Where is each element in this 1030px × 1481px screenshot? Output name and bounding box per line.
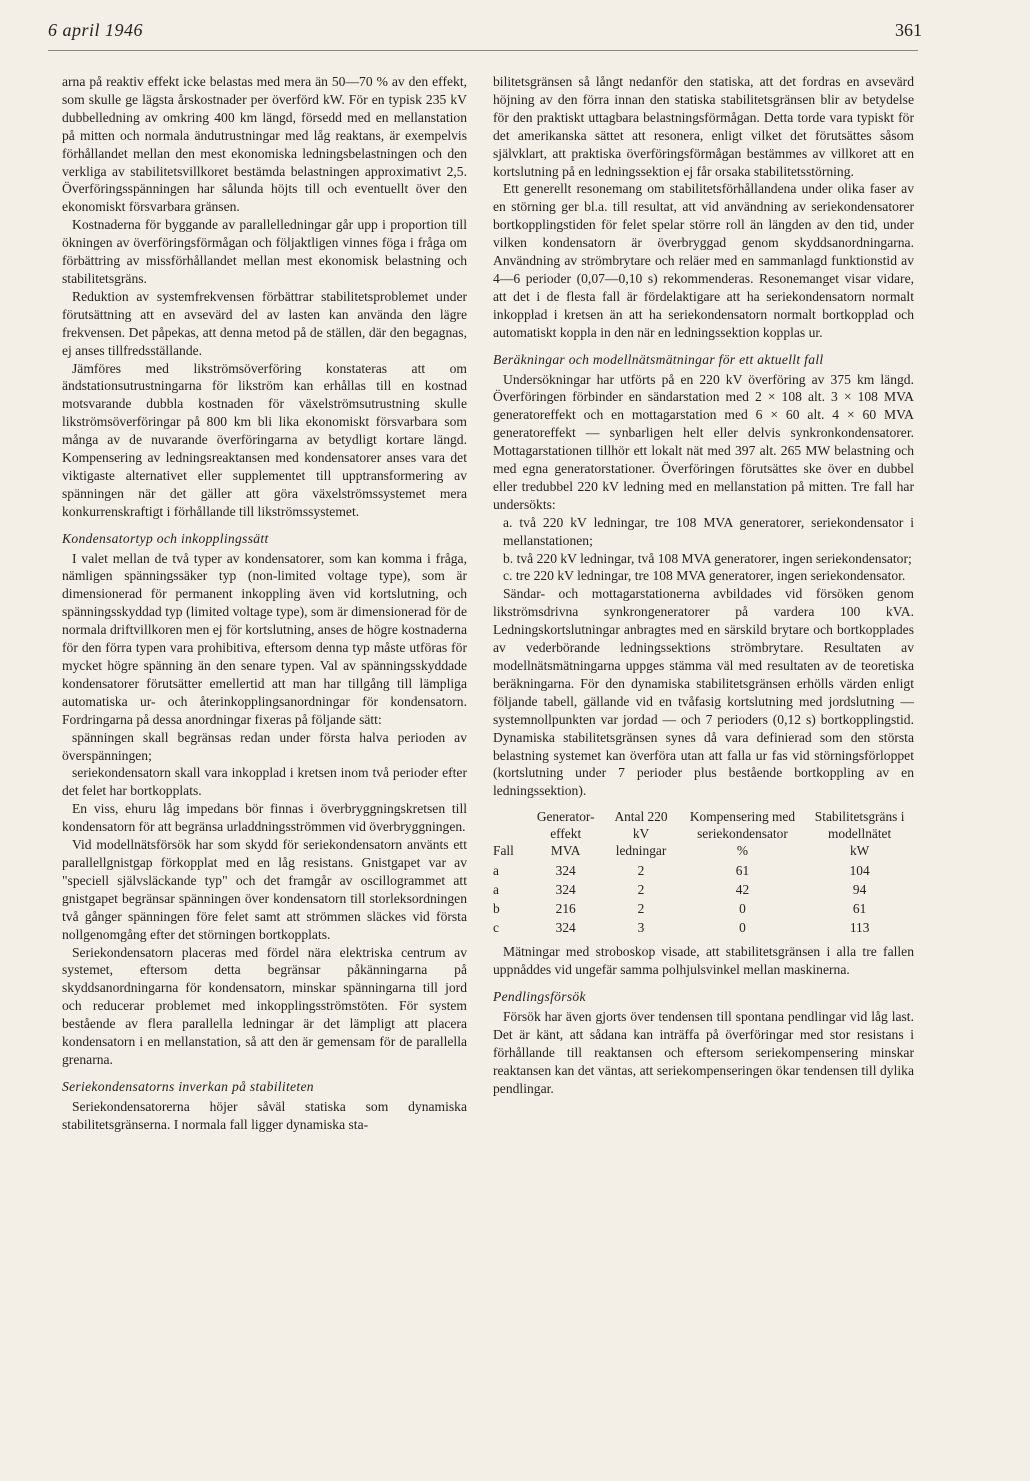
paragraph: spänningen skall begränsas redan under första halva perioden av överspänningen; [62, 729, 467, 763]
header-label: Antal 220 kV ledningar [614, 809, 668, 859]
column-header-compensation [680, 808, 806, 861]
cell-generator: 324 [555, 863, 576, 879]
cell-stability: 61 [852, 901, 867, 917]
section-heading: Pendlingsförsök [493, 989, 586, 1005]
paragraph: I valet mellan de två typer av kondensatorer, som kan komma i fråga, nämligen spänningssäker typ (non-limited voltage type), som är dimensionerad för permanent inkoppling även vid kortslutning, och spänningsskyddad typ (limited voltage type), som är dimensionerad för de normala driftvillkoren men ej för kortslutning, anses de högre kostnaderna för den förra typen vara prohibitiva, eftersom denna typ måste utföras för mycket högre spänning än den senare typen. Val av spänningsskyddade kondensatorer förutsätter emellertid att man har tillgång till lämpliga automatiska ur- och återinkopplingsanordningar för kondensatorn. Fordringarna på dessa anordningar fixeras på följande sätt: [62, 550, 467, 727]
column-header-lines [602, 808, 679, 861]
issue-date: 6 april 1946 [48, 20, 144, 40]
paragraph: arna på reaktiv effekt icke belastas med mera än 50—70 % av den effekt, som skulle ge lägsta årskostnader per överförd kW. För en typisk 235 kV dubbelledning av omkring 400 km längd, försedd med en mellanstation på mitten och normala ändutrustningar med låg reaktans, är exempelvis förhållandet mellan den mest ekonomiska ledningsbelastningen och den verkliga av stabilitetsvillkoret bestämda belastningen approximativt 2,5. Överföringsspänningen har sålunda höjts till och eventuellt över den ekonomiskt försvarbara gränsen. [62, 74, 467, 215]
header-unit: kW [849, 843, 870, 859]
header-label: Kompensering med seriekondensator [689, 809, 796, 842]
column-header-fall: Fall [493, 843, 514, 859]
table-row [493, 899, 914, 918]
cell-stability: 94 [852, 882, 867, 898]
section-heading: Beräkningar och modellnätsmätningar för ett aktuellt fall [493, 351, 824, 367]
table-row [493, 861, 914, 880]
paragraph: Jämföres med likströmsöverföring konstateras att om ändstationsutrustningarna för likström kan erhållas till en kostnad motsvarande dubbla kostnaden för växelströmsutrustning skulle likströmsöverföringar på 800 km bli lika ekonomiskt försvarbara som många av de nuvarande överföringarna av betydligt kortare längd. Kompensering av ledningsreaktansen med kondensatorer anses vara det viktigaste alternativet eller supplementet till upptransformering av spänningen när det gäller att göra växelströmssystemet mera konkurrenskraftigt i förhållande till likströmssystemet. [62, 360, 467, 519]
list-item: c. tre 220 kV ledningar, tre 108 MVA generatorer, ingen seriekondensator. [503, 568, 906, 584]
header-label: Stabilitetsgräns i modellnätet [814, 809, 905, 842]
cell-generator: 216 [555, 901, 576, 917]
cell-fall: c [493, 920, 499, 936]
list-item: a. två 220 kV ledningar, tre 108 MVA generatorer, seriekondensator i mellanstationen; [503, 514, 914, 548]
paragraph: Vid modellnätsförsök har som skydd för seriekondensatorn använts ett parallellgnistgap förkopplat med en låg resistans. Gnistgapet var av "speciell självsläckande typ" och det framgår av oscillogrammet att gnistgapet begränsar spänningen över kondensatorn till storleksordningen två gånger spänningen före felet samt att strömmen släckes vid första nollgenomgång efter det störningen bortkopplats. [62, 837, 467, 942]
list-item: b. två 220 kV ledningar, två 108 MVA generatorer, ingen seriekondensator; [503, 550, 912, 566]
paragraph: bilitetsgränsen så långt nedanför den statiska, att det fordras en avsevärd höjning av den förra innan den statiska stabilitetsgränsen blir av betydelse för den praktiskt uttagbara belastningsförmågan. Detta torde vara typiskt för det amerikanska sättet att resonera, enligt vilket det förutsättes såsom självklart, att praktiska överföringsförmågan bestämmes av villkoret att en kortslutning på en ledningssektion ej får orsaka stabilitetsstörning. [493, 74, 914, 179]
cell-compensation: 0 [739, 920, 746, 936]
paragraph: Seriekondensatorerna höjer såväl statiska som dynamiska stabilitetsgränserna. I normala fall ligger dynamiska sta- [62, 1098, 467, 1132]
cell-lines: 3 [637, 920, 645, 936]
table-row [493, 918, 914, 937]
cell-generator: 324 [555, 920, 576, 936]
left-column [62, 73, 467, 1134]
paragraph: En viss, ehuru låg impedans bör finnas i överbryggningskretsen till kondensatorn för att begränsa urladdningsströmmen vid överbryggningen. [62, 801, 467, 835]
paragraph: Undersökningar har utförts på en 220 kV överföring av 375 km längd. Överföringen förbinder en sändarstation med 2 × 108 alt. 3 × 108 MVA generatoreffekt och en mottagarstation med 6 × 60 alt. 4 × 60 MVA generatoreffekt — synbarligen helt eller delvis synkronkondensatorer. Mottagarstationen tillhör ett lokalt nät med 397 alt. 265 MW belastning och med egna generatorstationer. Överföringen förutsättes ske över en dubbel eller tredubbel 220 kV ledning med en mellanstation på mitten. Tre fall har undersökts: [493, 371, 914, 512]
paragraph: Reduktion av systemfrekvensen förbättrar stabilitetsproblemet under förutsättning att en avsevärd del av lasten kan använda den lägre frekvensen. Det påpekas, att denna metod på de ställen, där den begagnas, ej anses tillfredsställande. [62, 288, 467, 358]
cell-stability: 104 [849, 863, 870, 879]
header-unit: % [736, 843, 749, 859]
cell-compensation: 0 [739, 901, 746, 917]
header-unit: MVA [550, 843, 581, 859]
cell-fall: a [493, 882, 499, 898]
cell-lines: 2 [637, 882, 645, 898]
paragraph: Ett generellt resonemang om stabilitetsförhållandena under olika faser av en störning ger bl.a. till resultat, att vid användning av seriekondensatorer bortkopplingstiden för felet spelar större roll än längden av den tid, under vilken kondensatorn är överbryggad genom skyddsanordningarna. Användning av strömbrytare och reläer med en sammanlagd funktionstid av 4—6 perioder (0,07—0,10 s) rekommenderas. Resonemanget visar vidare, att det i de flesta fall är fördelaktigare att ha seriekondensatorn normalt inkopplad i kretsen än att ha seriekondensatorn normalt bortkopplad och automatiskt koppla in den när en ledningssektion kopplas ur. [493, 181, 914, 340]
paragraph: Försök har även gjorts över tendensen till spontana pendlingar vid låg last. Det är känt, att sådana kan inträffa på överföringar med stor resistans i förhållande till reaktansen och eftersom seriekompensering minskar reaktansen kan det väntas, att seriekompenseringen ökar tendensen till dylika pendlingar. [493, 1008, 914, 1096]
results-table [493, 808, 914, 937]
section-heading: Seriekondensatorns inverkan på stabiliteten [62, 1078, 314, 1094]
cell-stability: 113 [849, 920, 870, 936]
paragraph: Mätningar med stroboskop visade, att stabilitetsgränsen i alla tre fallen uppnåddes vid ungefär samma polhjulsvinkel mellan maskinerna. [493, 944, 914, 978]
cell-lines: 2 [637, 901, 645, 917]
header-label: Generator-effekt [536, 809, 595, 842]
page-header [48, 18, 922, 51]
column-header-stability [805, 808, 914, 861]
paragraph: seriekondensatorn skall vara inkopplad i kretsen inom två perioder efter det felet har bortkopplats. [62, 765, 467, 799]
paragraph: Seriekondensatorn placeras med fördel nära elektriska centrum av systemet, eftersom detta begränsar påkänningarna på skyddsanordningarna för kondensatorn, minskar spänningarna till jord och reducerar problemet med inkopplingsströmstöten. För system bestående av flera parallella ledningar är det lämpligt att placera kondensatorn i en mellanstation, så att den är gemensam för de parallella grenarna. [62, 944, 467, 1067]
section-heading: Kondensatortyp och inkopplingssätt [62, 530, 269, 546]
cell-lines: 2 [637, 863, 645, 879]
cell-compensation: 42 [735, 882, 750, 898]
page-number: 361 [895, 20, 922, 40]
cell-compensation: 61 [735, 863, 750, 879]
right-column [493, 73, 914, 1098]
case-list [493, 514, 914, 586]
paragraph: Sändar- och mottagarstationerna avbildades vid försöken genom likströmsdrivna synkrongeneratorer på vardera 100 kVA. Ledningskortslutningar anbragtes med en särskild brytare och bortkopplades av vederbörande ledningssektions strömbrytare. Resultaten av modellnätsmätningarna uppges stämma väl med resultaten av de teoretiska beräkningarna. För den dynamiska stabilitetsgränsen erhölls värden enligt följande tabell, gällande vid en tvåfasig kortslutning med jordslutning — systemnollpunkten var jordad — och 7 perioders (0,12 s) bortkopplingstid. Dynamiska stabilitetsgränsen synes då vara definierad som den största belastning systemet kan överföra utan att falla ur fas vid störningsförloppet (kortslutning under 7 perioder plus bestående bortkoppling av en ledningssektion). [493, 586, 914, 799]
cell-fall: a [493, 863, 499, 879]
cell-fall: b [493, 901, 500, 917]
table-header-row [493, 808, 914, 861]
cell-generator: 324 [555, 882, 576, 898]
table-row [493, 880, 914, 899]
paragraph: Kostnaderna för byggande av parallelledningar går upp i proportion till ökningen av överföringsförmågan och följaktligen vinnes föga i fråga om förbättring av missförhållandet mellan mest ekonomisk belastning och stabilitetsgräns. [62, 217, 467, 286]
column-header-generator [529, 808, 602, 861]
